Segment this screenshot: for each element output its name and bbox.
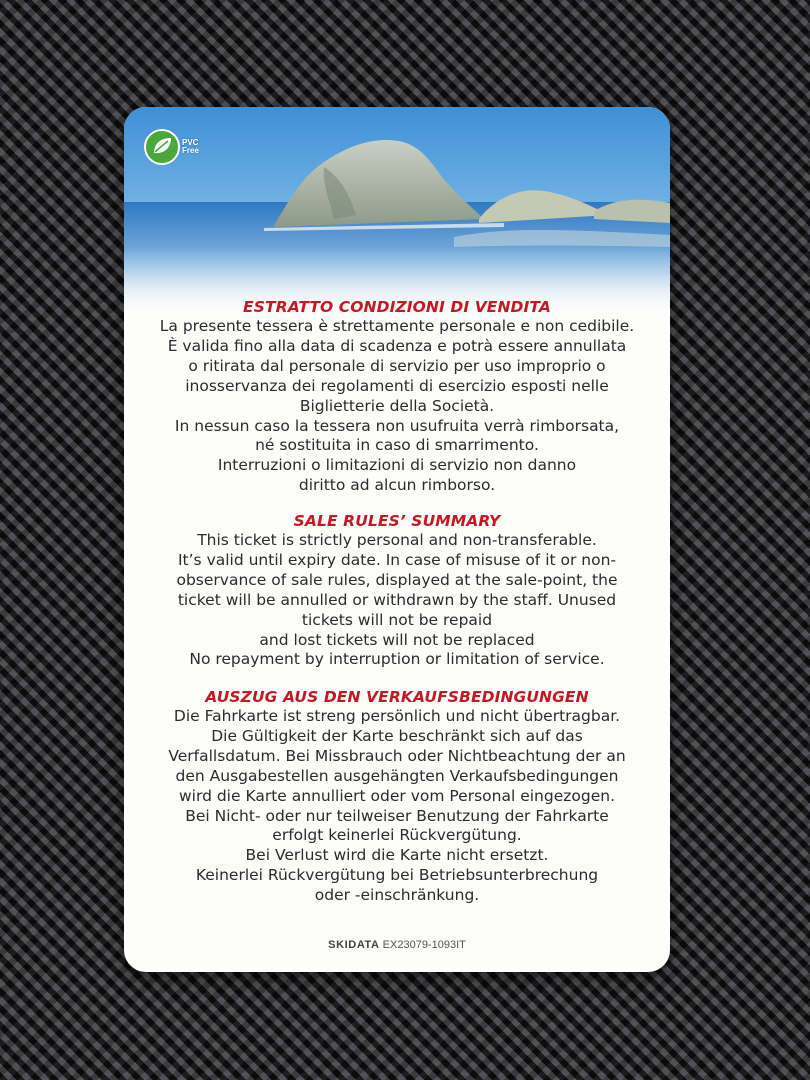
section-title: SALE RULES’ SUMMARY (293, 512, 501, 530)
text-line: diritto ad alcun rimborso. (298, 476, 496, 495)
section-title: ESTRATTO CONDIZIONI DI VENDITA (243, 298, 551, 316)
text-line: Bei Nicht- oder nur teilweiser Benutzung der Fahrkarte (185, 806, 609, 825)
text-line: erfolgt keinerlei Rückvergütung. (272, 826, 522, 845)
text-line: wird die Karte annulliert oder vom Personal eingezogen. (178, 786, 615, 805)
text-line: inosservanza dei regolamenti di esercizio esposti nelle (185, 376, 609, 395)
section-english (134, 511, 660, 670)
section-italian (134, 297, 660, 496)
pvc-free-badge (144, 129, 199, 165)
text-line: Keinerlei Rückvergütung bei Betriebsunterbrechung (195, 866, 599, 885)
card-code: EX23079-1093IT (382, 939, 466, 951)
text-line: In nessun caso la tessera non usufruita verrà rimborsata, (174, 416, 620, 435)
text-line: Interruzioni o limitazioni di servizio non danno (217, 456, 577, 475)
text-line: tickets will not be repaid (301, 610, 493, 629)
text-line: Biglietterie della Società. (299, 396, 495, 415)
text-line: Die Fahrkarte ist streng persönlich und nicht übertragbar. (173, 707, 621, 725)
text-line: Die Gültigkeit der Karte beschränkt sich auf das (211, 726, 583, 745)
free-label: Free (182, 146, 199, 155)
card-footer (124, 939, 670, 951)
section-german (134, 687, 660, 906)
text-line: né sostituita in caso di smarrimento. (255, 436, 539, 455)
text-line: No repayment by interruption or limitation of service. (189, 650, 605, 669)
text-line: oder -einschränkung. (314, 886, 480, 905)
text-line: o ritirata dal personale di servizio per uso improprio o (188, 356, 606, 375)
text-line: La presente tessera è strettamente personale e non cedibile. (159, 317, 635, 335)
text-line: È valida fino alla data di scadenza e potrà essere annullata (167, 336, 627, 355)
text-line: This ticket is strictly personal and non-transferable. (197, 531, 597, 549)
text-line: observance of sale rules, displayed at the sale-point, the (176, 570, 618, 589)
text-line: den Ausgabestellen ausgehängten Verkaufsbedingungen (175, 766, 619, 785)
text-line: and lost tickets will not be replaced (259, 630, 535, 649)
text-line: It’s valid until expiry date. In case of misuse of it or non- (177, 550, 617, 569)
skidata-logo: SKIDATA (328, 939, 380, 951)
leaf-icon (144, 129, 180, 165)
section-title: AUSZUG AUS DEN VERKAUFSBEDINGUNGEN (205, 688, 589, 706)
mountain-sea-photo (124, 107, 670, 317)
text-line: ticket will be annulled or withdrawn by the staff. Unused (177, 590, 617, 609)
pvc-label: PVC (182, 138, 199, 147)
text-line: Bei Verlust wird die Karte nicht ersetzt. (245, 846, 549, 865)
ski-ticket-card (124, 107, 670, 972)
text-line: Verfallsdatum. Bei Missbrauch oder Nichtbeachtung der an (168, 746, 626, 765)
